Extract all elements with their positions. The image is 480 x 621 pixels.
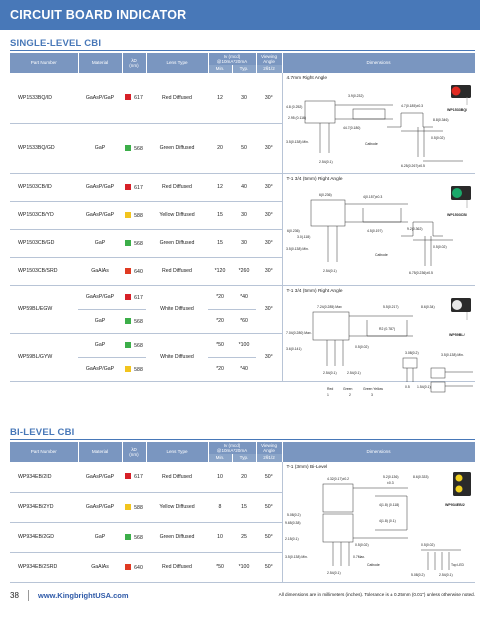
svg-text:2.54(0.1): 2.54(0.1) xyxy=(326,571,341,575)
part-number: WP934EB/2GD xyxy=(10,522,78,552)
material: GaP xyxy=(78,309,122,333)
footer-divider xyxy=(28,590,29,601)
svg-text:1.54(0.1): 1.54(0.1) xyxy=(416,384,431,389)
iv-min: 10 xyxy=(208,522,232,552)
led-photo-bicolor xyxy=(451,298,471,320)
svg-text:3.5(0.138) Min.: 3.5(0.138) Min. xyxy=(284,555,308,559)
table-row xyxy=(10,462,475,492)
lens-type: Red Diffused xyxy=(146,257,208,285)
svg-text:2.15(0.1): 2.15(0.1) xyxy=(284,537,299,541)
svg-text:3.5(0.138) Min.: 3.5(0.138) Min. xyxy=(285,246,309,251)
svg-text:8.6(0.333): 8.6(0.333) xyxy=(412,475,428,479)
lens-type: Green Diffused xyxy=(146,123,208,173)
material: GaAsP/GaP xyxy=(78,462,122,492)
svg-text:5.2(0.136): 5.2(0.136) xyxy=(382,475,398,479)
iv-min: *20 xyxy=(208,285,232,309)
svg-text:2.54(0.1): 2.54(0.1) xyxy=(322,370,337,375)
dimension-drawing-4-7mm xyxy=(282,73,475,173)
page-number: 38 xyxy=(10,591,19,600)
color-swatch xyxy=(125,184,131,190)
col-part-number: Part Number xyxy=(10,442,78,462)
lens-type: Red Diffused xyxy=(146,552,208,582)
iv-typ: *100 xyxy=(232,552,256,582)
iv-min: *50 xyxy=(208,333,232,357)
iv-typ: 30 xyxy=(232,73,256,123)
svg-text:4(0.157)±0.3: 4(0.157)±0.3 xyxy=(362,194,382,199)
lens-type: Red Diffused xyxy=(146,173,208,201)
iv-min: 8 xyxy=(208,492,232,522)
table-row xyxy=(10,285,475,309)
dimension-diagram xyxy=(283,174,476,286)
color-swatch xyxy=(125,268,131,274)
svg-text:5.08(0.2): 5.08(0.2) xyxy=(286,513,301,517)
svg-text:5.08(0.2): 5.08(0.2) xyxy=(410,573,425,577)
col-typ: Typ. xyxy=(232,454,256,462)
iv-min: 10 xyxy=(208,462,232,492)
viewing-angle: 30° xyxy=(256,229,282,257)
svg-text:4(1.8) (0.1): 4(1.8) (0.1) xyxy=(378,519,396,523)
viewing-angle: 30° xyxy=(256,257,282,285)
col-lens-type: Lens Type xyxy=(146,442,208,462)
viewing-angle: 50° xyxy=(256,492,282,522)
material: GaAsP/GaP xyxy=(78,357,122,381)
color-swatch xyxy=(125,564,131,570)
svg-text:0.5(0.02): 0.5(0.02) xyxy=(430,136,445,140)
wavelength: 568 xyxy=(122,229,146,257)
iv-min: *20 xyxy=(208,357,232,381)
drawing-caption: T-1 (3mm) Bi-Level xyxy=(286,465,328,470)
material: GaAsP/GaP xyxy=(78,173,122,201)
lens-type: Yellow Diffused xyxy=(146,201,208,229)
svg-text:6.25(0.267)±0.5: 6.25(0.267)±0.5 xyxy=(400,164,425,168)
material: GaP xyxy=(78,229,122,257)
col-wavelength: λD (nm) xyxy=(122,53,146,73)
page-title: CIRCUIT BOARD INDICATOR xyxy=(0,0,480,30)
col-typ: Typ. xyxy=(232,65,256,73)
led-photo-green xyxy=(451,186,471,208)
iv-typ: 15 xyxy=(232,492,256,522)
svg-text:2.54(0.1): 2.54(0.1) xyxy=(346,370,361,375)
lens-type: White Diffused xyxy=(146,333,208,381)
viewing-angle: 30° xyxy=(256,73,282,123)
svg-text:3.9(0.232): 3.9(0.232) xyxy=(347,94,363,98)
svg-text:44.7(0.180): 44.7(0.180) xyxy=(342,126,360,130)
section-divider xyxy=(10,439,475,440)
svg-text:4.8 (0.252): 4.8 (0.252) xyxy=(285,105,302,109)
iv-typ: *40 xyxy=(232,285,256,309)
material: GaAlAs xyxy=(78,552,122,582)
viewing-angle: 50° xyxy=(256,552,282,582)
iv-min: 20 xyxy=(208,123,232,173)
svg-text:±0.3: ±0.3 xyxy=(386,481,394,485)
iv-typ: 20 xyxy=(232,462,256,492)
drawing-caption: T-1 3/4 (5mm) Right Angle xyxy=(286,288,343,294)
svg-text:2.54(0.1): 2.54(0.1) xyxy=(322,268,337,273)
svg-text:3.08(0.2): 3.08(0.2) xyxy=(404,350,419,355)
iv-typ: *60 xyxy=(232,309,256,333)
color-swatch xyxy=(125,534,131,540)
section-divider xyxy=(10,50,475,51)
wavelength: 568 xyxy=(122,333,146,357)
wavelength: 568 xyxy=(122,522,146,552)
lens-type: Yellow Diffused xyxy=(146,492,208,522)
iv-min: *120 xyxy=(208,257,232,285)
lens-type: Green Diffused xyxy=(146,229,208,257)
svg-text:R2 (0.787): R2 (0.787) xyxy=(378,326,395,331)
color-swatch xyxy=(125,94,131,100)
wavelength: 588 xyxy=(122,357,146,381)
svg-text:Red: Red xyxy=(326,386,333,391)
col-dimensions: Dimensions xyxy=(282,442,475,462)
svg-text:0.5(0.02): 0.5(0.02) xyxy=(354,344,369,349)
svg-text:Green Yellow: Green Yellow xyxy=(362,386,383,391)
part-number: WP1533BQ/GD xyxy=(10,123,78,173)
website-link[interactable]: www.KingbrightUSA.com xyxy=(38,591,129,600)
material: GaAlAs xyxy=(78,257,122,285)
bi-level-table xyxy=(10,442,476,583)
col-lens-type: Lens Type xyxy=(146,53,208,73)
color-swatch xyxy=(125,318,131,324)
svg-text:7.04(0.280) Max.: 7.04(0.280) Max. xyxy=(285,330,312,335)
svg-text:5.5(0.217): 5.5(0.217) xyxy=(382,304,398,309)
dimension-drawing-bi-level xyxy=(282,462,475,582)
col-half-angle: 2θ1/2 xyxy=(256,65,282,73)
bi-level-heading: BI-LEVEL CBI xyxy=(10,427,75,438)
svg-text:WP1533BQ/: WP1533BQ/ xyxy=(446,108,467,112)
wavelength: 568 xyxy=(122,309,146,333)
dimension-drawing-bicolor xyxy=(282,285,475,397)
iv-typ: 25 xyxy=(232,522,256,552)
part-number: WP1503CB/YD xyxy=(10,201,78,229)
iv-min: 15 xyxy=(208,201,232,229)
svg-text:6(0.236): 6(0.236) xyxy=(286,228,300,233)
iv-typ: 50 xyxy=(232,123,256,173)
material: GaP xyxy=(78,522,122,552)
iv-typ: *40 xyxy=(232,357,256,381)
part-number: WP1533BQ/ID xyxy=(10,73,78,123)
col-material: Material xyxy=(78,53,122,73)
svg-text:WP934EB/2: WP934EB/2 xyxy=(444,503,465,507)
svg-text:8.8(0.346): 8.8(0.346) xyxy=(432,118,448,122)
color-swatch xyxy=(125,294,131,300)
iv-typ: *100 xyxy=(232,333,256,357)
col-iv: Iv (mcd) @10mA*20mA xyxy=(208,442,256,454)
page-footer xyxy=(10,586,475,606)
lens-type: White Diffused xyxy=(146,285,208,333)
color-swatch xyxy=(125,342,131,348)
part-number: WP1503CB/GD xyxy=(10,229,78,257)
svg-text:2: 2 xyxy=(348,392,351,397)
svg-text:4.32(0.17)±0.2: 4.32(0.17)±0.2 xyxy=(326,477,349,481)
iv-min: 12 xyxy=(208,173,232,201)
wavelength: 617 xyxy=(122,173,146,201)
svg-text:0.5(0.02): 0.5(0.02) xyxy=(432,244,447,249)
svg-text:3: 3 xyxy=(370,392,373,397)
svg-text:3.5(0.138) Min.: 3.5(0.138) Min. xyxy=(440,352,464,357)
iv-min: 12 xyxy=(208,73,232,123)
lens-type: Red Diffused xyxy=(146,73,208,123)
svg-text:7.24(0.285) Max: 7.24(0.285) Max xyxy=(316,304,342,309)
col-part-number: Part Number xyxy=(10,53,78,73)
viewing-angle: 30° xyxy=(256,123,282,173)
led-photo-bi-level xyxy=(453,472,471,496)
table-row xyxy=(10,73,475,123)
viewing-angle: 50° xyxy=(256,522,282,552)
single-level-table xyxy=(10,53,476,397)
svg-text:0.7Max.: 0.7Max. xyxy=(352,555,365,559)
material: GaAsP/GaP xyxy=(78,492,122,522)
viewing-angle: 30° xyxy=(256,173,282,201)
iv-min: *20 xyxy=(208,309,232,333)
viewing-angle: 50° xyxy=(256,462,282,492)
svg-text:2.54(0.1): 2.54(0.1) xyxy=(438,573,453,577)
svg-text:4.5(0.197): 4.5(0.197) xyxy=(366,228,382,233)
col-min: Min. xyxy=(208,65,232,73)
wavelength: 640 xyxy=(122,257,146,285)
drawing-caption: T-1 3/4 (5mm) Right Angle xyxy=(286,176,343,182)
svg-text:0.5(0.02): 0.5(0.02) xyxy=(420,543,435,547)
svg-text:8.6(0.34): 8.6(0.34) xyxy=(420,304,435,309)
wavelength: 617 xyxy=(122,73,146,123)
material: GaAsP/GaP xyxy=(78,285,122,309)
material: GaP xyxy=(78,333,122,357)
color-swatch xyxy=(125,473,131,479)
svg-text:0.5: 0.5 xyxy=(404,384,410,389)
svg-text:3.0(.118): 3.0(.118) xyxy=(296,234,310,239)
viewing-angle: 30° xyxy=(256,285,282,333)
col-wavelength: λD (nm) xyxy=(122,442,146,462)
svg-text:WP59BL/: WP59BL/ xyxy=(448,332,465,337)
wavelength: 588 xyxy=(122,492,146,522)
part-number: WP1503CB/ID xyxy=(10,173,78,201)
iv-typ: 40 xyxy=(232,173,256,201)
svg-text:6(0.236): 6(0.236) xyxy=(318,192,332,197)
svg-text:2.54(0.1): 2.54(0.1) xyxy=(318,160,333,164)
iv-typ: 30 xyxy=(232,229,256,257)
svg-text:9.65(0.38): 9.65(0.38) xyxy=(284,521,300,525)
wavelength: 617 xyxy=(122,462,146,492)
svg-text:1: 1 xyxy=(326,392,329,397)
col-iv: Iv (mcd) @10mA*20mA xyxy=(208,53,256,65)
iv-typ: 30 xyxy=(232,201,256,229)
svg-text:2.95 (0.116): 2.95 (0.116) xyxy=(287,116,306,120)
part-number: WP1503CB/SRD xyxy=(10,257,78,285)
part-number: WP934EB/2YD xyxy=(10,492,78,522)
material: GaP xyxy=(78,123,122,173)
color-swatch xyxy=(125,145,131,151)
svg-text:WP1503CB/: WP1503CB/ xyxy=(446,212,467,217)
col-viewing-angle: Viewing Angle xyxy=(256,53,282,65)
lens-type: Red Diffused xyxy=(146,462,208,492)
svg-text:Green: Green xyxy=(342,386,352,391)
color-swatch xyxy=(125,212,131,218)
col-dimensions: Dimensions xyxy=(282,53,475,73)
svg-text:Cathode: Cathode xyxy=(364,142,378,146)
part-number: WP934EB/2ID xyxy=(10,462,78,492)
svg-text:6.75(0.236)±0.5: 6.75(0.236)±0.5 xyxy=(408,270,433,275)
svg-text:9.2(0.362): 9.2(0.362) xyxy=(406,226,422,231)
wavelength: 568 xyxy=(122,123,146,173)
col-min: Min. xyxy=(208,454,232,462)
lens-type: Green Diffused xyxy=(146,522,208,552)
svg-text:Cathode: Cathode xyxy=(366,563,380,567)
svg-text:4(1.8) (0.118): 4(1.8) (0.118) xyxy=(378,503,399,507)
iv-min: 15 xyxy=(208,229,232,257)
viewing-angle: 30° xyxy=(256,333,282,381)
drawing-caption: 4.7mm Right Angle xyxy=(286,76,328,81)
svg-text:3.6(0.141): 3.6(0.141) xyxy=(285,346,301,351)
col-half-angle: 2θ1/2 xyxy=(256,454,282,462)
dimension-diagram xyxy=(283,462,476,582)
color-swatch xyxy=(125,240,131,246)
col-viewing-angle: Viewing Angle xyxy=(256,442,282,454)
part-number: WP934EB/2SRD xyxy=(10,552,78,582)
color-swatch xyxy=(125,504,131,510)
part-number: WP59BL/EGW xyxy=(10,285,78,333)
iv-min: *50 xyxy=(208,552,232,582)
viewing-angle: 30° xyxy=(256,201,282,229)
dimension-drawing-5mm xyxy=(282,173,475,285)
led-photo-red xyxy=(451,85,471,105)
wavelength: 640 xyxy=(122,552,146,582)
iv-typ: *260 xyxy=(232,257,256,285)
svg-text:Cathode: Cathode xyxy=(374,252,388,257)
material: GaAsP/GaP xyxy=(78,201,122,229)
svg-text:3.5(0.138) Min.: 3.5(0.138) Min. xyxy=(285,140,309,144)
wavelength: 617 xyxy=(122,285,146,309)
dimension-diagram xyxy=(283,286,476,414)
single-level-heading: SINGLE-LEVEL CBI xyxy=(10,38,102,49)
wavelength: 588 xyxy=(122,201,146,229)
svg-text:Top LED: Top LED xyxy=(450,563,464,567)
dimension-diagram xyxy=(283,73,476,173)
svg-text:4.7(0.185)±0.3: 4.7(0.185)±0.3 xyxy=(400,104,423,108)
tolerance-note: All dimensions are in millimeters (inches). Tolerance is ± 0.25mm (0.01") unless otherwise noted. xyxy=(278,592,475,597)
material: GaAsP/GaP xyxy=(78,73,122,123)
table-row xyxy=(10,173,475,201)
part-number: WP59BL/GYW xyxy=(10,333,78,381)
svg-text:0.5(0.02): 0.5(0.02) xyxy=(354,543,369,547)
color-swatch xyxy=(125,366,131,372)
col-material: Material xyxy=(78,442,122,462)
